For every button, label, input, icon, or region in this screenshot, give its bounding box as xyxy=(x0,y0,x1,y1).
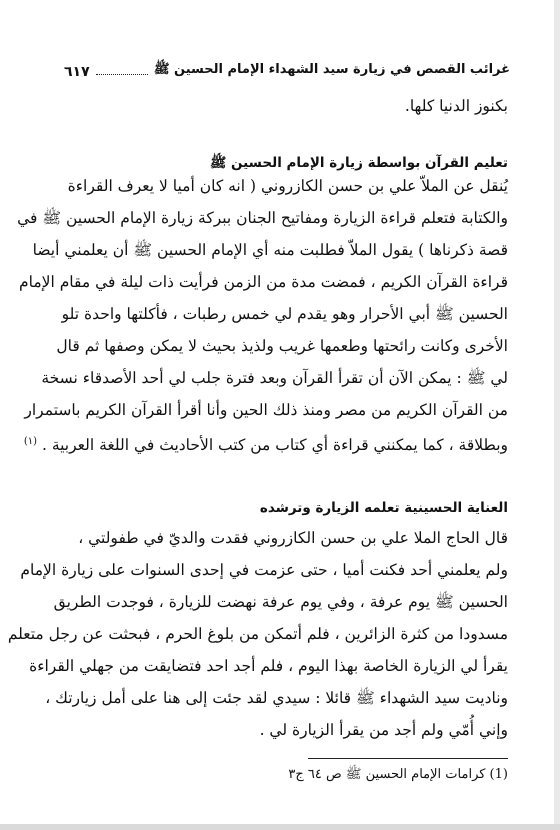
scan-edge-shadow xyxy=(554,0,560,830)
text-line: من القرآن الكريم من مصر ومنذ ذلك الحين وأنا أقرأ القرآن الكريم باستمرار xyxy=(24,401,508,419)
footnote-divider xyxy=(308,758,508,759)
text-line: يُنقل عن الملاّ علي بن حسن الكازروني ( انه كان أميا لا يعرف القراءة xyxy=(67,177,508,195)
section-care-body xyxy=(7,522,508,746)
header-title: غرائب القصص في زيارة سيد الشهداء الإمام الحسين ﷺ xyxy=(153,62,510,77)
text-line: لي ﷺ : يمكن الآن أن تقرأ القرآن وبعد فترة جلب لي أحد الأصدقاء نسخة xyxy=(41,369,508,387)
running-header xyxy=(64,60,510,80)
section-quran-body xyxy=(17,170,508,461)
footnote-marker: (١) xyxy=(23,436,38,447)
text-line-content: وبطلاقة ، كما يمكنني قراءة أي كتاب من كتب الأحاديث في اللغة العربية . xyxy=(41,436,508,455)
section-heading-quran: تعليم القرآن بواسطة زيارة الإمام الحسين ﷺ xyxy=(209,155,508,171)
header-dot-leader xyxy=(96,74,148,75)
page-number: ٦١٧ xyxy=(64,64,90,80)
text-line: بكنوز الدنيا كلها. xyxy=(404,97,508,115)
text-line: وإني أُمّي ولم أجد من يقرأ الزيارة لي . xyxy=(259,721,508,739)
footnote: (1) كرامات الإمام الحسين ﷺ ص ٦٤ ج٣ xyxy=(288,767,508,782)
text-line: ولم يعلمني أحد فكنت أميا ، حتى عزمت في إحدى السنوات على زيارة الإمام xyxy=(20,561,508,579)
text-line: قصة ذكرناها ) يقول الملاّ فطلبت منه أي الإمام الحسين ﷺ أن يعلمني أيضا xyxy=(32,241,508,259)
text-line: قراءة القرآن الكريم ، فمضت مدة من الزمن فرأيت ذات ليلة في مقام الإمام xyxy=(19,273,508,291)
text-line: وناديت سيد الشهداء ﷺ قائلا : سيدي لقد جئت إلى هنا على أمل زيارتك ، xyxy=(45,689,508,707)
text-line: الحسين ﷺ أبي الأحرار وهو يقدم لي خمس رطبات ، فأكلتها واحدة تلو xyxy=(61,305,508,323)
text-line: قال الحاج الملا علي بن حسن الكازروني فقدت والديّ في طفولتي ، xyxy=(78,529,508,547)
text-line: يقرأ لي الزيارة الخاصة بهذا اليوم ، فلم أجد احد فتضايقت من جهلي القراءة xyxy=(29,657,508,675)
text-line: الأخرى وكانت رائحتها وطعمها غريب ولذيذ بحيث لا يمكن وصفها ثم قال xyxy=(56,337,508,355)
text-line: مسدودا من كثرة الزائرين ، فلم أتمكن من بلوغ الحرم ، فبحثت عن رجل متعلم xyxy=(7,625,508,643)
intro-paragraph xyxy=(60,90,508,122)
section-heading-care: العناية الحسينية تعلمه الزيارة وترشده xyxy=(259,500,508,516)
text-line xyxy=(23,426,508,461)
text-line: والكتابة فتعلم قراءة الزيارة ومفاتيح الجنان ببركة زيارة الإمام الحسين ﷺ في xyxy=(17,209,508,227)
text-line: الحسين ﷺ يوم عرفة ، وفي يوم عرفة نهضت للزيارة ، فوجدت الطريق xyxy=(53,593,508,611)
scan-bottom-shadow xyxy=(0,824,560,830)
